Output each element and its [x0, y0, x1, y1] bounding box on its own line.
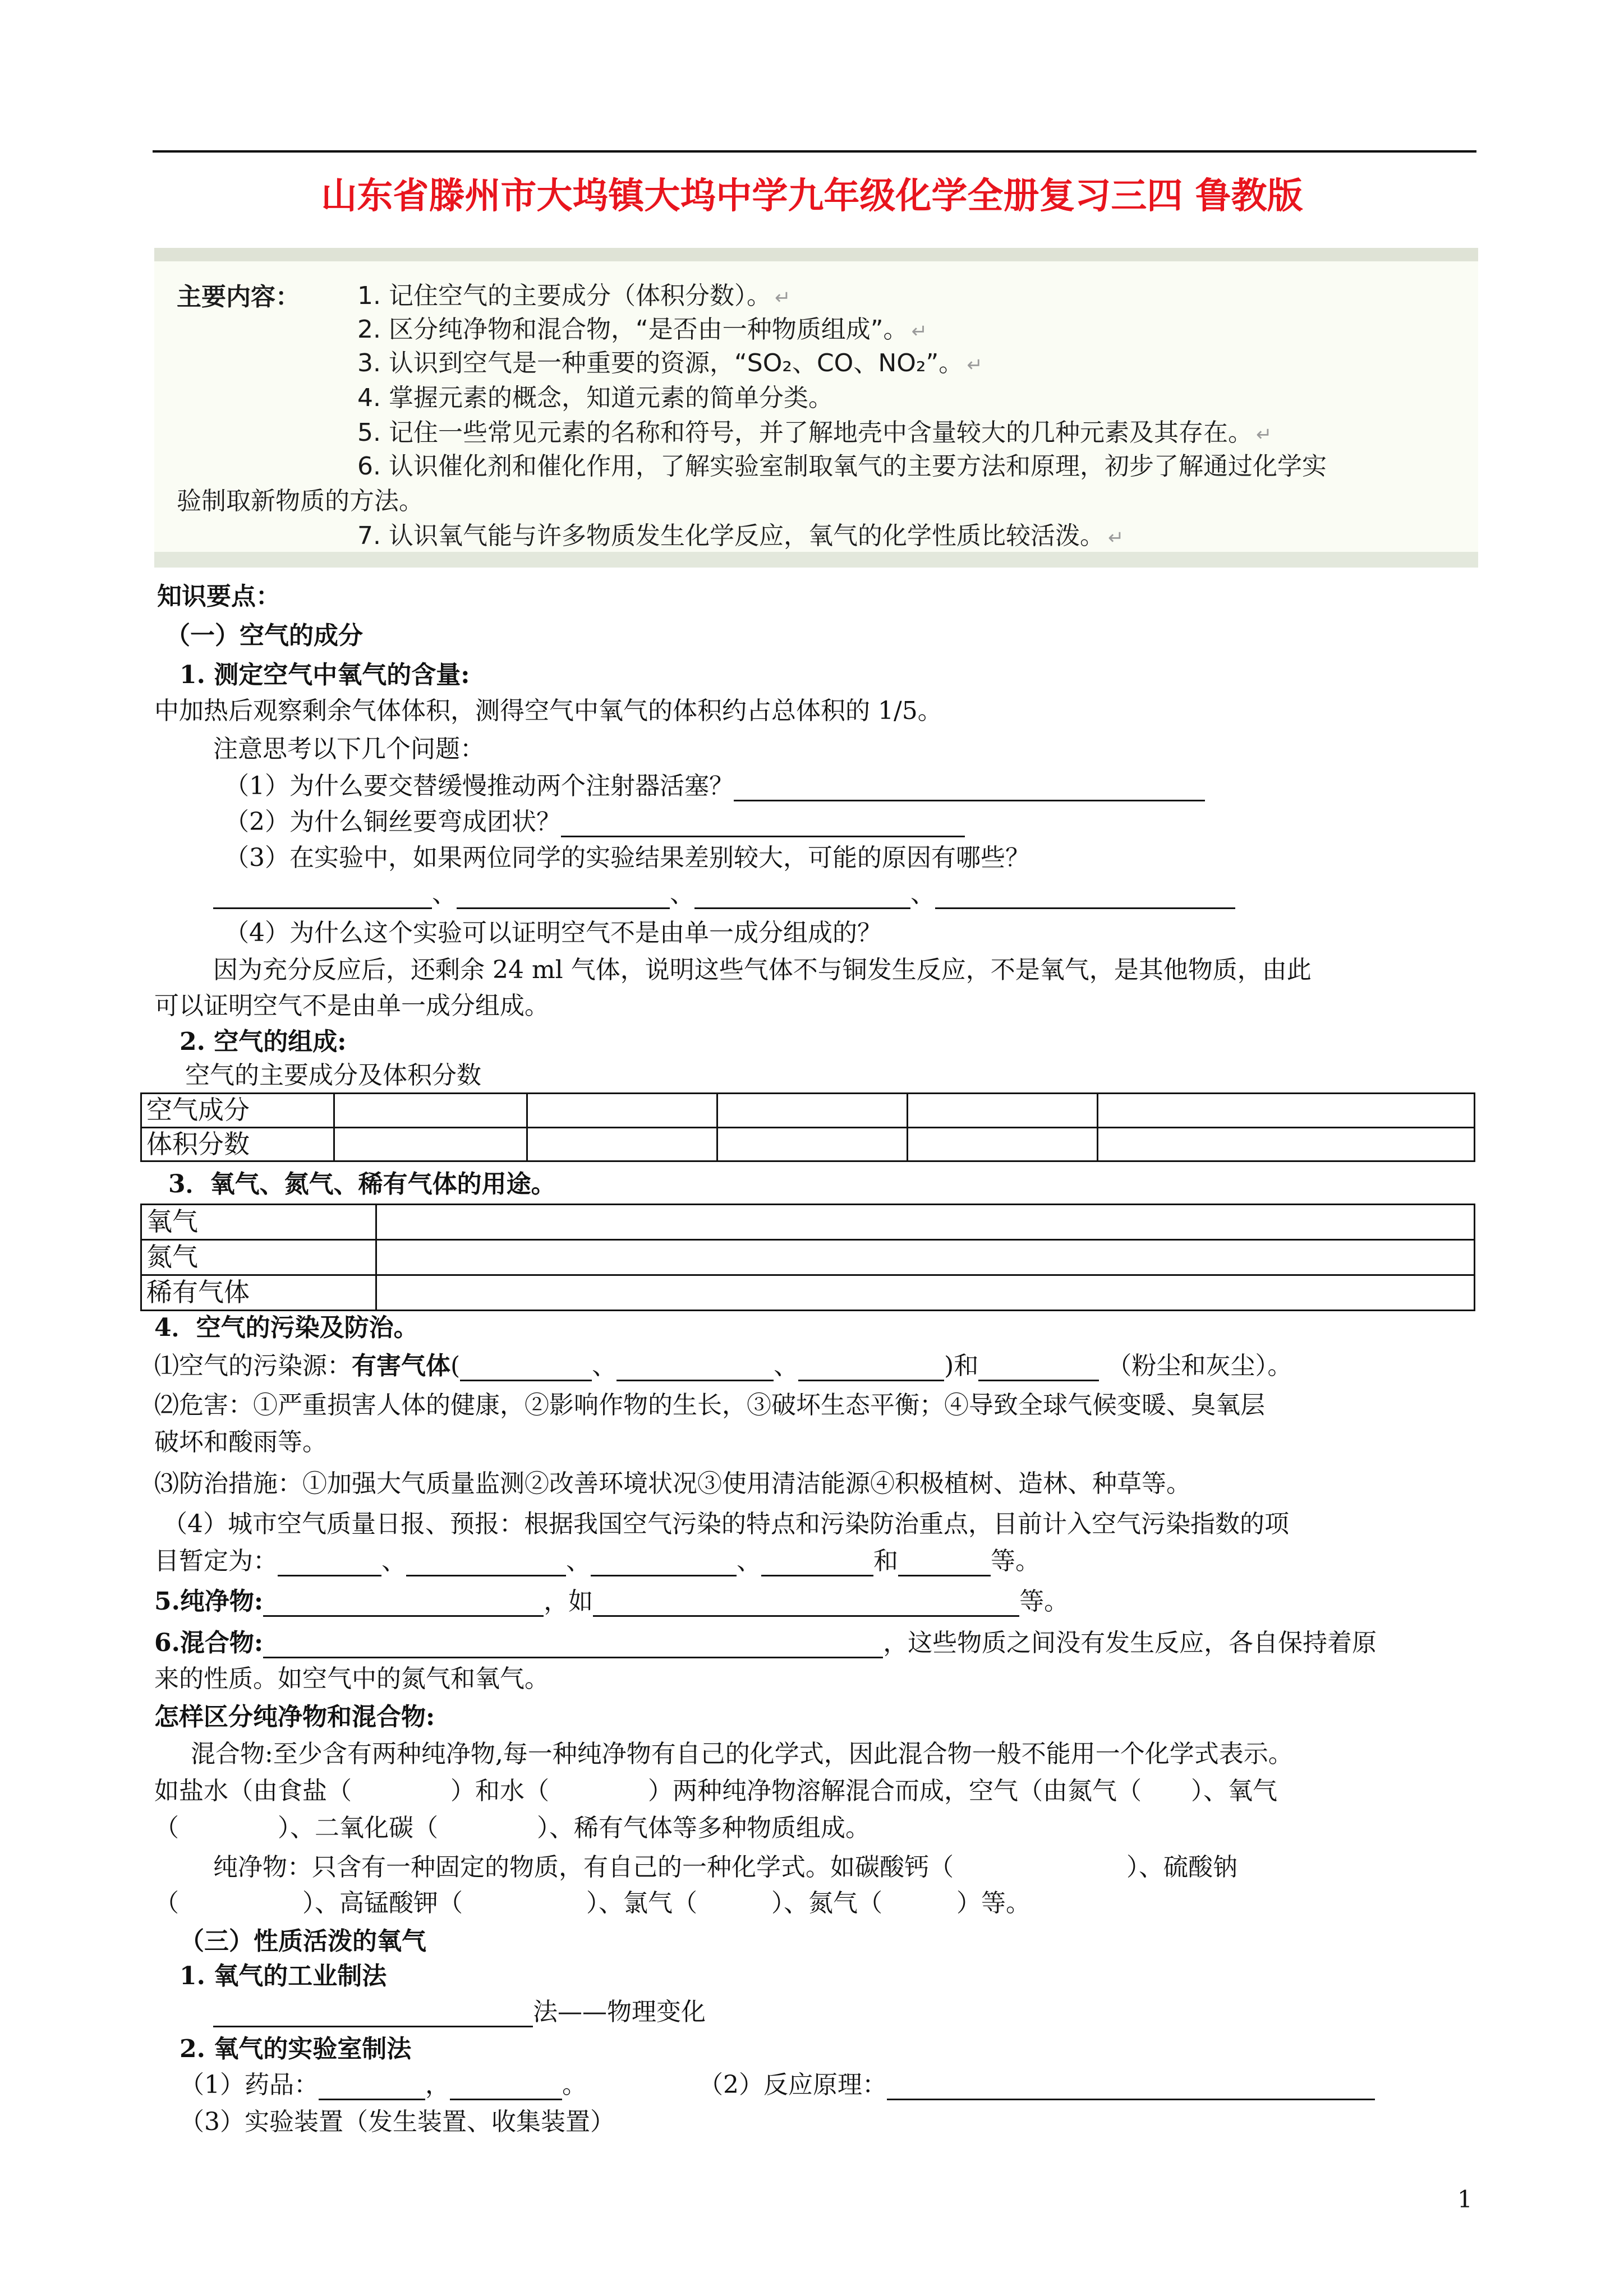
table-cell[interactable]	[527, 1127, 717, 1161]
how-to-distinguish-title: 怎样区分纯净物和混合物:	[154, 1703, 435, 1731]
answer-blank[interactable]	[263, 1593, 544, 1617]
question-1: （1）为什么要交替缓慢推动两个注射器活塞？	[224, 771, 1205, 801]
content-item-2: 2. 区分纯净物和混合物，“是否由一种物质组成”。 ↵	[357, 315, 928, 344]
p4-4-cont: 目暂定为： 、 、 、 和 等。	[154, 1547, 1040, 1575]
section-3-heading: （三）性质活泼的氧气	[180, 1927, 426, 1956]
section-1-heading: （一）空气的成分	[165, 621, 363, 650]
p1-title: 1. 测定空气中氧气的含量:	[180, 661, 470, 689]
answer-blank[interactable]	[617, 1357, 774, 1381]
content-item-5: 5. 记住一些常见元素的名称和符号，并了解地壳中含量较大的几种元素及其存在。 ↵	[357, 418, 1272, 447]
mixture-line-3: （ ）、二氧化碳（ ）、稀有气体等多种物质组成。	[154, 1814, 870, 1842]
p4-title: 4．空气的污染及防治。	[154, 1313, 418, 1342]
knowledge-points-label: 知识要点：	[157, 582, 280, 611]
question-3: （3）在实验中，如果两位同学的实验结果差别较大，可能的原因有哪些？	[224, 843, 1030, 872]
answer-line-1: 因为充分反应后，还剩余 24 ml 气体，说明这些气体不与铜发生反应，不是氧气，是其他物质，由此	[213, 956, 1312, 984]
answer-blank[interactable]	[213, 2003, 533, 2027]
answer-blank[interactable]	[450, 2076, 562, 2100]
answer-blank[interactable]	[213, 885, 432, 909]
content-item-6: 6. 认识催化剂和催化作用，了解实验室制取氧气的主要方法和原理，初步了解通过化学实	[357, 452, 1327, 481]
mixture-line-2: 如盐水（由食盐（ ）和水（ ）两种纯净物溶解混合而成，空气（由氮气（ ）、氧气	[154, 1777, 1277, 1805]
main-content-image	[154, 248, 1478, 568]
answer-blank[interactable]	[457, 885, 670, 909]
row-label-nitrogen: 氮气	[141, 1240, 376, 1275]
question-3-blanks: 、 、 、	[213, 878, 1235, 909]
table-cell[interactable]	[1098, 1127, 1475, 1161]
answer-blank[interactable]	[734, 777, 1205, 801]
p2-subtitle: 空气的主要成分及体积分数	[185, 1061, 481, 1090]
gas-uses-table	[140, 1204, 1475, 1311]
air-composition-table	[140, 1092, 1475, 1162]
p2-title: 2. 空气的组成:	[180, 1027, 347, 1056]
content-item-1: 1. 记住空气的主要成分（体积分数）。 ↵	[357, 282, 791, 310]
answer-line-2: 可以证明空气不是由单一成分组成。	[154, 992, 549, 1020]
table-cell[interactable]	[908, 1094, 1098, 1128]
row-label-volume-fraction: 体积分数	[141, 1127, 334, 1161]
answer-blank[interactable]	[978, 1357, 1099, 1381]
p5-pure-substance: 5.纯净物: ，如 等。	[154, 1587, 1069, 1616]
s3-p2-drugs: （1）药品： ， 。	[180, 2071, 587, 2099]
p4-2: ⑵危害：①严重损害人体的健康，②影响作物的生长，③破坏生态平衡；④导致全球气候变暖、臭氧层	[154, 1391, 1265, 1419]
p4-4: （4）城市空气质量日报、预报：根据我国空气污染的特点和污染防治重点，目前计入空气污染指数的项	[163, 1510, 1289, 1538]
s3-p1-text: 法——物理变化	[213, 1997, 706, 2027]
answer-blank[interactable]	[278, 1552, 381, 1576]
question-4: （4）为什么这个实验可以证明空气不是由单一成分组成的？	[224, 919, 882, 947]
table-cell[interactable]	[376, 1205, 1475, 1240]
note-text: 注意思考以下几个问题：	[213, 735, 485, 763]
header-rule	[153, 150, 1476, 153]
main-content-header: 主要内容：	[177, 283, 300, 311]
table-cell[interactable]	[334, 1127, 527, 1161]
answer-blank[interactable]	[798, 1357, 944, 1381]
content-item-6-cont: 验制取新物质的方法。	[177, 487, 424, 515]
table-cell[interactable]	[376, 1275, 1475, 1311]
s3-p2-apparatus: （3）实验装置（发生装置、收集装置）	[180, 2108, 615, 2136]
answer-blank[interactable]	[319, 2076, 425, 2100]
question-2: （2）为什么铜丝要弯成团状？	[224, 806, 965, 837]
s3-p1-title: 1. 氧气的工业制法	[180, 1962, 387, 1990]
table-cell[interactable]	[717, 1094, 908, 1128]
answer-blank[interactable]	[887, 2076, 1375, 2100]
answer-blank[interactable]	[761, 1552, 873, 1576]
table-cell[interactable]	[527, 1094, 717, 1128]
p4-2-cont: 破坏和酸雨等。	[154, 1428, 327, 1456]
content-item-7: 7. 认识氧气能与许多物质发生化学反应，氧气的化学性质比较活泼。 ↵	[357, 522, 1124, 550]
answer-blank[interactable]	[591, 1552, 737, 1576]
table-cell[interactable]	[376, 1240, 1475, 1275]
p6-mixture-cont: 来的性质。如空气中的氮气和氧气。	[154, 1665, 549, 1693]
p4-1: ⑴空气的污染源：有害气体( 、 、 )和 （粉尘和灰尘）。	[154, 1352, 1292, 1380]
page-number: 1	[1457, 2186, 1473, 2213]
answer-blank[interactable]	[935, 885, 1235, 909]
table-cell[interactable]	[717, 1127, 908, 1161]
answer-blank[interactable]	[460, 1357, 592, 1381]
table-cell[interactable]	[908, 1127, 1098, 1161]
p4-3: ⑶防治措施：①加强大气质量监测②改善环境状况③使用清洁能源④积极植树、造林、种草等。	[154, 1469, 1191, 1498]
row-label-noble-gas: 稀有气体	[141, 1275, 376, 1311]
row-label-oxygen: 氧气	[141, 1205, 376, 1240]
content-item-4: 4. 掌握元素的概念，知道元素的简单分类。	[357, 384, 833, 412]
s3-p2-title: 2. 氧气的实验室制法	[180, 2035, 412, 2063]
s3-p2-principle: （2）反应原理：	[698, 2069, 1375, 2100]
content-item-3: 3. 认识到空气是一种重要的资源，“SO₂、CO、NO₂”。 ↵	[357, 349, 983, 377]
row-label-air-component: 空气成分	[141, 1094, 334, 1128]
answer-blank[interactable]	[263, 1634, 883, 1658]
answer-blank[interactable]	[593, 1593, 1019, 1617]
p1-text: 中加热后观察剩余气体体积，测得空气中氧气的体积约占总体积的 1/5。	[154, 697, 942, 725]
answer-blank[interactable]	[561, 813, 965, 837]
answer-blank[interactable]	[694, 885, 910, 909]
pure-line-2: （ ）、高锰酸钾（ ）、氯气（ ）、氮气（ ）等。	[154, 1889, 1030, 1917]
document-title: 山东省滕州市大坞镇大坞中学九年级化学全册复习三四 鲁教版	[321, 175, 1303, 217]
table-cell[interactable]	[334, 1094, 527, 1128]
mixture-line-1: 混合物:至少含有两种纯净物,每一种纯净物有自己的化学式，因此混合物一般不能用一个化学式表示。	[191, 1740, 1293, 1768]
table-cell[interactable]	[1098, 1094, 1475, 1128]
answer-blank[interactable]	[406, 1552, 566, 1576]
answer-blank[interactable]	[898, 1552, 991, 1576]
p3-title: 3．氧气、氮气、稀有气体的用途。	[168, 1170, 556, 1198]
pure-line-1: 纯净物：只含有一种固定的物质，有自己的一种化学式。如碳酸钙（ ）、硫酸钠	[213, 1853, 1237, 1882]
p6-mixture: 6.混合物: ，这些物质之间没有发生反应，各自保持着原	[154, 1629, 1377, 1657]
